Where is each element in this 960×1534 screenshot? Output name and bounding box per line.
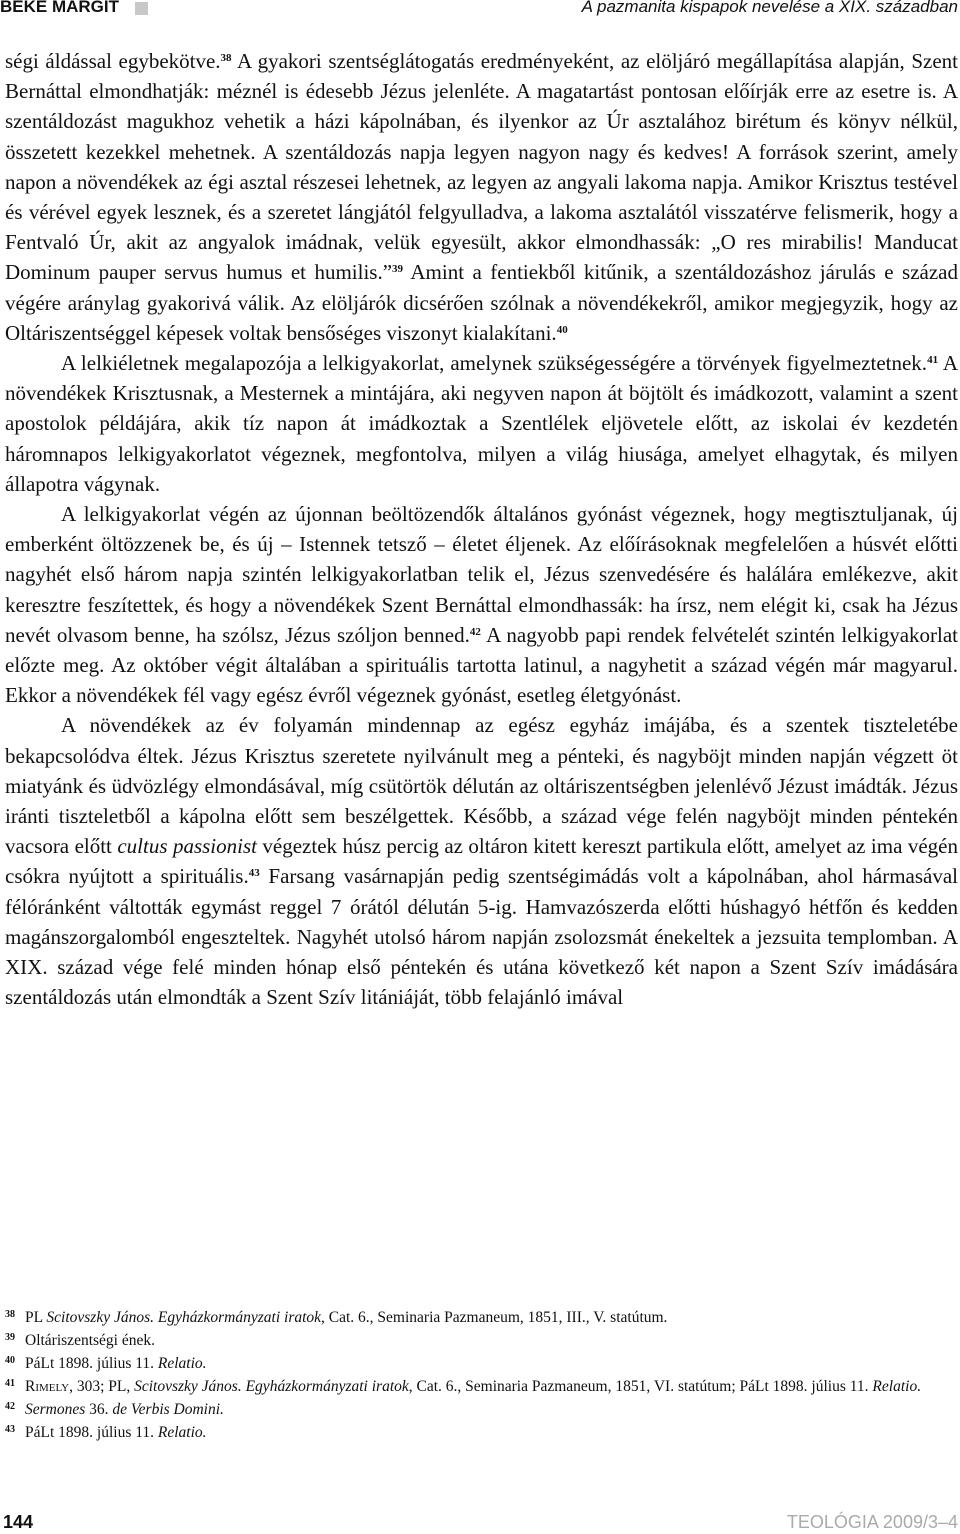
footnote-ref-40[interactable]: 40 [556,323,568,336]
footnote-item: $^{43}$ PáLt 1898. július 11. Relatio. [5,1424,207,1441]
page-number: 144 [3,1512,34,1532]
header-article-title: A pazmanita kispapok nevelése a XIX. században [581,0,958,16]
running-header [0,0,960,26]
footnotes [5,1306,958,1444]
header-square-ornament [135,2,148,15]
footnote-ref-39[interactable]: 39 [392,263,404,276]
footnote-number: 43 [5,1424,15,1435]
footnote-item: $^{40}$ PáLt 1898. július 11. Relatio. [5,1355,207,1372]
running-footer [0,1512,960,1534]
footnote-number: 41 [5,1378,15,1389]
footnote-item: $^{42}$ Sermones 36. de Verbis Domini. [5,1401,224,1418]
journal-name: TEOLÓGIA 2009/3–4 [786,1512,958,1532]
paragraph-1: ségi áldással egybekötve.$^{38}$ A gyakori szentséglátogatás eredményeként, az elöljáró megállapítása alapján, Szent Bernáttal elmondhatják: méznél is édesebb Jézus jelenléte. A magatartást pontosan előírják erre az esetre is. A szentáldozást magukhoz vehetik a házi kápolnában, és ilyenkor az Úr asztalához birétum és könyv nélkül, összetett kezekkel mehetnek. A szentáldozás napja legyen nagyon nagy és kedves! A források szerint, amely napon a növendékek az égi asztal részesei lehetnek, az legyen az angyali lakoma napja. Amikor Krisztus testével és vérével egyek lesznek, és a szeretet lángjától felgyulladva, a lakoma asztalától visszatérve felismerik, hogy a Fentvaló Úr, akit az angyalok imádnak, velük egyesült, akkor elmondhassák: „O res mirabilis! Manducat Dominum pauper servus humus et humilis.”$^{39}$ Amint a fentiekből kitűnik, a szentáldozáshoz járulás e század végére aránylag gyakorivá válik. Az elöljárók dicsérően szólnak a növendékekről, amikor megjegyzik, hogy az Oltáriszentséggel képesek voltak bensőséges viszonyt kialakítani.$^{40}$ [5,49,958,345]
author-small-caps: Rimely [25,1378,70,1395]
footnote-item: $^{38}$ PL Scitovszky János. Egyházkormányzati iratok, Cat. 6., Seminaria Pazmaneum, 1851, III., V. statútum. [5,1309,668,1326]
footnote-number: 39 [5,1332,15,1343]
footnote-ref-42[interactable]: 42 [469,625,481,638]
paragraph-4: A növendékek az év folyamán mindennap az egész egyház imájába, és a szentek tiszteletébe bekapcsolódva éltek. Jézus Krisztus szeretete nyilvánult meg a pénteki, és nagyböjt minden napján végzett öt miatyánk és üdvözlégy elmondásával, míg csütörtök délután az oltáriszentségben jelenlévő Jézust imádták. Jézus iránti tiszteletből a kápolna előtt sem beszélgettek. Később, a század vége felén nagyböjt minden péntekén vacsora előtt cultus passionist végeztek húsz percig az oltáron kitett kereszt partikula előtt, amelyet az ima végén csókra nyújtott a spirituális.$^{43}$ Farsang vasárnapján pedig szentségimádás volt a kápolnában, ahol hármasával félóránként váltották egymást reggel 7 órától délután 5-ig. Hamvazószerda előtti húshagyó hétfőn és kedden magánszorgalomból engeszteltek. Nagyhét utolsó három napján zsolozsmát énekeltek a jezsuita templomban. A XIX. század vége felé minden hónap első péntekén és utána következő két napon a Szent Szív imádására szentáldozás után elmondták a Szent Szív litániáját, több felajánló imával [5,713,959,1010]
footnote-number: 42 [5,1401,15,1412]
footnote-ref-38[interactable]: 38 [220,52,232,64]
footnote-item: $^{41}$ Rimely, 303; PL, Scitovszky János. Egyházkormányzati iratok, Cat. 6., Seminaria Pazmaneum, 1851, VI. statútum; PáLt 1898. július 11. Relatio. [5,1378,922,1395]
footnote-number: 38 [5,1309,15,1320]
italic-term: cultus passionist [117,834,257,859]
article-body [5,46,958,1013]
paragraph-3: A lelkigyakorlat végén az újonnan beöltözendők általános gyónást végeznek, hogy megtisztuljanak, új emberként öltözzenek be, és új – Istennek tetsző – életet éljenek. Az előírásoknak megfelelően a húsvét előtti nagyhét első három napja szintén lelkigyakorlatban telik el, Jézus szenvedésére és halálára emlékezve, akit keresztre feszítettek, és hogy a növendékek Szent Bernáttal elmondhassák: ha írsz, nem elégit ki, csak ha Jézus nevét olvasom benne, ha szólsz, Jézus szóljon benned.$^{42}$ A nagyobb papi rendek felvételét szintén lelkigyakorlat előzte meg. Az október végit általában a spirituális tartotta latinul, a nagyhetit a század végén már magyarul. Ekkor a növendékek fél vagy egész évről végeznek gyónást, esetleg életgyónást. [5,502,958,708]
footnote-ref-41[interactable]: 41 [927,354,939,367]
footnote-ref-43[interactable]: 43 [248,867,260,880]
footnote-number: 40 [5,1355,15,1366]
paragraph-2: A lelkiéletnek megalapozója a lelkigyakorlat, amelynek szükségességére a törvények figyelmeztetnek.$^{41}$ A növendékek Krisztusnak, a Mesternek a mintájára, aki negyven napon át böjtölt és imádkozott, valamint a szent apostolok példájára, akik tíz napon át imádkoztak a Szentlélek eljövetele előtt, az iskolai év kezdetén háromnapos lelkigyakorlatot végeznek, megfontolva, milyen a világ hiusága, amelyet elhagytak, és milyen állapotra vágynak. [5,351,958,496]
footnote-item: $^{39}$ Oltáriszentségi ének. [5,1332,155,1349]
header-author: BEKE MARGIT [0,0,119,16]
